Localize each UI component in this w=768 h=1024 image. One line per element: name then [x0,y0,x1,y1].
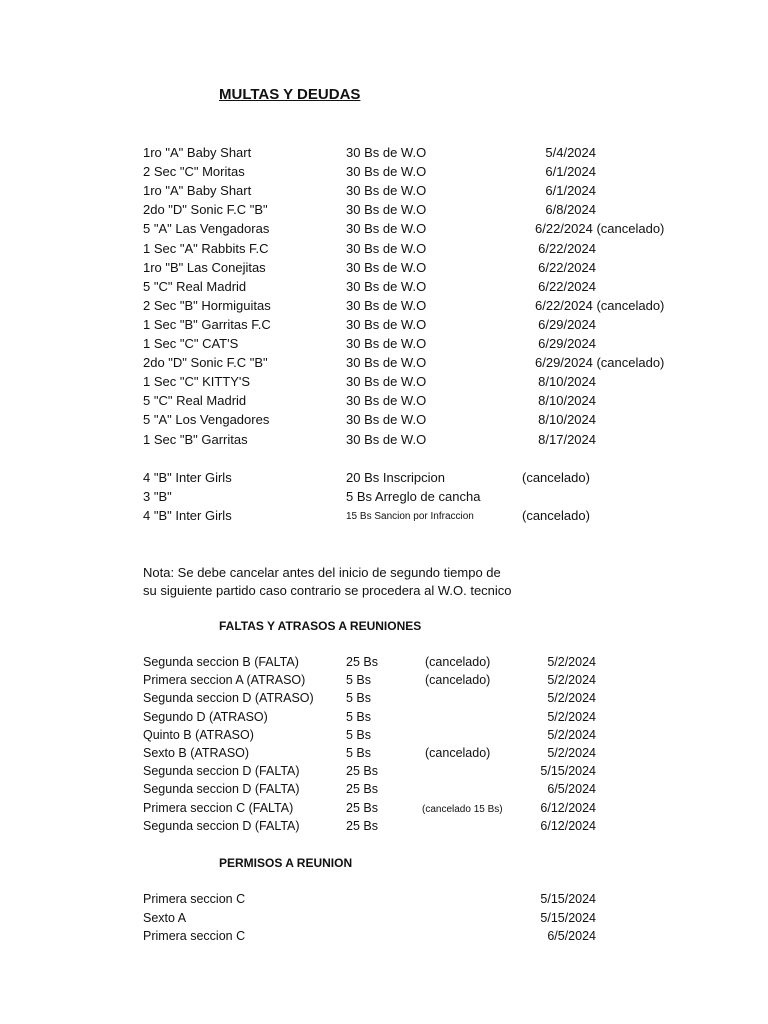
date-cell: 5/2/2024 [547,691,596,706]
table-row [0,911,768,929]
table-row [0,374,768,393]
note-line-1: Nota: Se debe cancelar antes del inicio de segundo tiempo de [143,565,501,580]
team-cell: 4 "B" Inter Girls [143,508,232,524]
concept-cell: 30 Bs de W.O [346,145,427,160]
status-cell: (cancelado) [425,746,491,760]
concept-cell: 30 Bs de W.O [346,374,427,390]
who-cell: Segunda seccion D (ATRASO) [143,691,314,706]
table-row [0,655,768,673]
table-row [0,764,768,782]
status-cell: (cancelado 15 Bs) [422,803,503,815]
table-row [0,202,768,221]
table-row [0,801,768,819]
date-cell: 6/29/2024 [538,316,596,332]
concept-cell: 30 Bs de W.O [346,183,427,199]
team-cell: 1ro "A" Baby Shart [143,145,252,160]
table-row [0,183,768,202]
concept-cell: 15 Bs Sancion por Infraccion [346,511,474,523]
date-cell: 6/22/2024 [538,278,596,294]
who-cell: Primera seccion C [143,929,246,943]
amount-cell: 5 Bs [346,746,372,760]
team-cell: 4 "B" Inter Girls [143,470,232,485]
concept-cell: 30 Bs de W.O [346,240,427,256]
amount-cell: 25 Bs [346,800,378,815]
team-cell: 5 "C" Real Madrid [143,393,247,409]
concept-cell: 5 Bs Arreglo de cancha [346,489,481,505]
note-line-2: su siguiente partido caso contrario se procedera al W.O. tecnico [143,583,512,598]
table-row [0,298,768,317]
team-cell: 1 Sec "B" Garritas F.C [143,316,271,332]
table-row [0,355,768,374]
team-cell: 2 Sec "B" Hormiguitas [143,297,271,313]
who-cell: Primera seccion C [143,892,246,906]
who-cell: Sexto B (ATRASO) [143,746,250,760]
date-cell: 5/15/2024 [540,892,596,906]
amount-cell: 5 Bs [346,673,372,688]
who-cell: Segunda seccion D (FALTA) [143,764,300,779]
status-cell: (cancelado) [425,673,491,688]
date-cell: 6/22/2024 [538,259,596,275]
team-cell: 1 Sec "C" KITTY'S [143,374,251,390]
concept-cell: 30 Bs de W.O [346,297,427,313]
table-row [0,260,768,279]
date-cell: 6/1/2024 [545,183,596,199]
table-row [0,691,768,709]
table-row [0,279,768,298]
date-cell: 6/8/2024 [545,202,596,218]
team-cell: 5 "A" Las Vengadoras [143,221,270,237]
date-cell: 6/12/2024 [540,818,596,833]
date-cell: 8/10/2024 [538,412,596,428]
date-cell: 6/5/2024 [547,782,596,797]
date-cell: 6/29/2024 [538,336,596,351]
concept-cell: 30 Bs de W.O [346,431,427,447]
team-cell: 1 Sec "C" CAT'S [143,336,239,351]
table-row [0,710,768,728]
table-row [0,145,768,164]
date-cell: 5/2/2024 [547,746,596,760]
date-cell: 8/10/2024 [538,374,596,390]
table-row [0,489,768,508]
amount-cell: 25 Bs [346,818,378,833]
date-cell: 6/22/2024 [538,240,596,256]
amount-cell: 5 Bs [346,709,372,724]
date-cell: 5/15/2024 [540,764,596,779]
who-cell: Primera seccion A (ATRASO) [143,673,306,688]
table-row [0,892,768,910]
table-row [0,673,768,691]
team-cell: 3 "B" [143,489,172,505]
concept-cell: 30 Bs de W.O [346,259,427,275]
status-cell: (cancelado) [522,508,590,524]
page-title: MULTAS Y DEUDAS [219,86,361,103]
date-cell: 5/2/2024 [547,727,596,742]
table-row [0,746,768,764]
date-cell: 6/12/2024 [540,800,596,815]
who-cell: Segunda seccion D (FALTA) [143,818,300,833]
date-cell: 8/17/2024 [538,431,596,447]
amount-cell: 25 Bs [346,764,378,779]
permisos-heading: PERMISOS A REUNION [219,856,353,870]
amount-cell: 5 Bs [346,691,372,706]
table-row [0,336,768,355]
date-cell: 6/5/2024 [547,929,596,943]
table-row [0,728,768,746]
status-cell: (cancelado) [522,470,590,485]
date-cell: 6/1/2024 [545,164,596,180]
table-row [0,508,768,527]
concept-cell: 30 Bs de W.O [346,336,427,351]
team-cell: 2 Sec "C" Moritas [143,164,245,180]
concept-cell: 30 Bs de W.O [346,164,427,180]
team-cell: 1 Sec "A" Rabbits F.C [143,240,269,256]
team-cell: 1ro "B" Las Conejitas [143,259,266,275]
concept-cell: 30 Bs de W.O [346,355,427,371]
date-cell: 8/10/2024 [538,393,596,409]
date-cell: 5/4/2024 [545,145,596,160]
amount-cell: 5 Bs [346,727,372,742]
who-cell: Quinto B (ATRASO) [143,727,254,742]
team-cell: 1 Sec "B" Garritas [143,431,248,447]
who-cell: Segundo D (ATRASO) [143,709,268,724]
table-row [0,241,768,260]
concept-cell: 30 Bs de W.O [346,221,427,237]
date-cell: 5/15/2024 [540,910,596,925]
table-row [0,819,768,837]
table-row [0,393,768,412]
team-cell: 2do "D" Sonic F.C "B" [143,202,268,218]
who-cell: Sexto A [143,910,187,925]
table-row [0,470,768,489]
table-row [0,929,768,947]
who-cell: Segunda seccion D (FALTA) [143,782,300,797]
date-cell: 5/2/2024 [547,673,596,688]
table-row [0,164,768,183]
date-cell: 5/2/2024 [547,655,596,669]
team-cell: 2do "D" Sonic F.C "B" [143,355,268,371]
table-row [0,432,768,451]
concept-cell: 20 Bs Inscripcion [346,470,445,485]
status-cell: (cancelado) [425,655,491,669]
concept-cell: 30 Bs de W.O [346,393,427,409]
who-cell: Primera seccion C (FALTA) [143,800,294,815]
faltas-heading: FALTAS Y ATRASOS A REUNIONES [219,619,422,633]
concept-cell: 30 Bs de W.O [346,316,427,332]
date-cell: 6/29/2024 (cancelado) [535,355,665,371]
date-cell: 5/2/2024 [547,709,596,724]
amount-cell: 25 Bs [346,655,378,669]
table-row [0,317,768,336]
team-cell: 5 "C" Real Madrid [143,278,247,294]
concept-cell: 30 Bs de W.O [346,278,427,294]
concept-cell: 30 Bs de W.O [346,202,427,218]
table-row [0,782,768,800]
date-cell: 6/22/2024 (cancelado) [535,221,665,237]
note [143,564,512,600]
table-row [0,221,768,240]
table-row [0,412,768,431]
concept-cell: 30 Bs de W.O [346,412,427,428]
amount-cell: 25 Bs [346,782,378,797]
team-cell: 1ro "A" Baby Shart [143,183,252,199]
date-cell: 6/22/2024 (cancelado) [535,297,665,313]
team-cell: 5 "A" Los Vengadores [143,412,270,428]
who-cell: Segunda seccion B (FALTA) [143,655,299,669]
